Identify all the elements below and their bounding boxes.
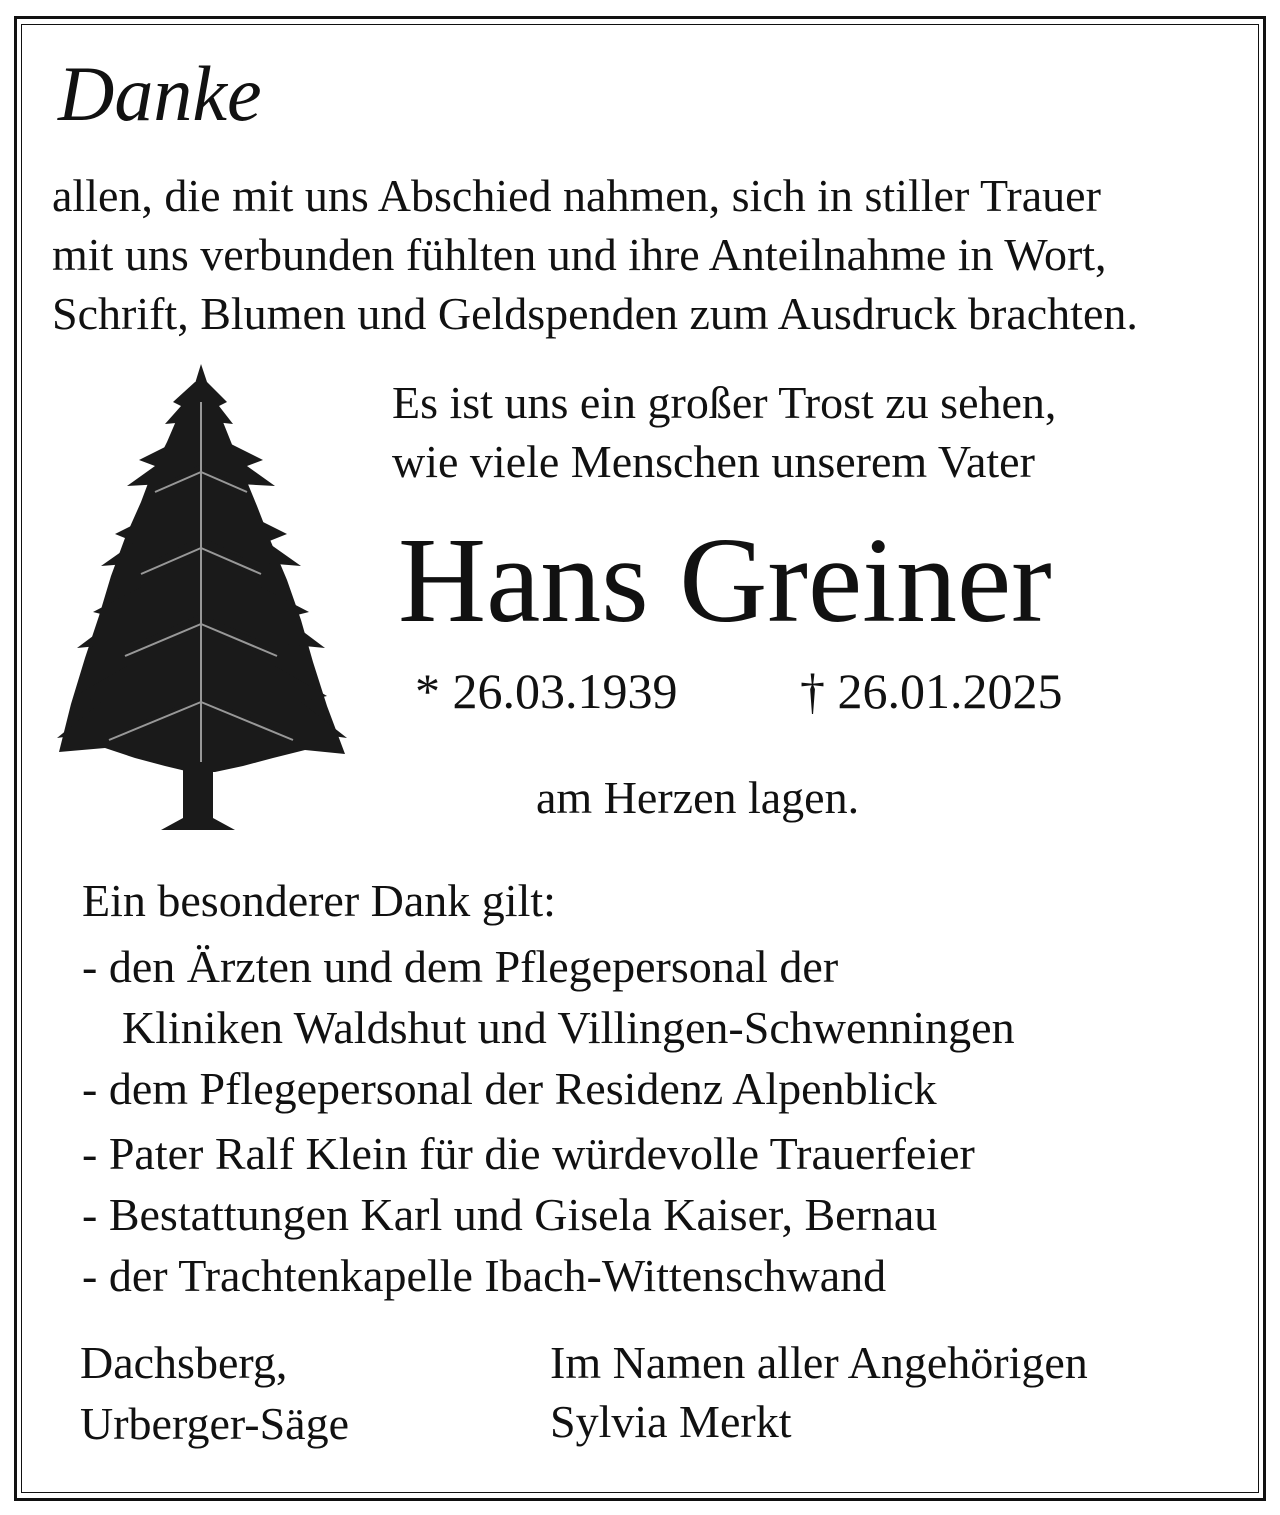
intro-line-2: mit uns verbunden fühlten und ihre Anteilnahme in Wort,: [52, 229, 1107, 280]
thanks-item: - der Trachtenkapelle Ibach-Wittenschwand: [82, 1250, 887, 1301]
place-line-2: Urberger-Säge: [80, 1398, 349, 1449]
trost-line-1: Es ist uns ein großer Trost zu sehen,: [392, 377, 1057, 428]
thanks-item: - Bestattungen Karl und Gisela Kaiser, Bernau: [82, 1189, 938, 1240]
fir-tree-icon: [55, 362, 347, 837]
thanks-item: - dem Pflegepersonal der Residenz Alpenblick: [82, 1063, 937, 1114]
closing-phrase: am Herzen lagen.: [536, 772, 860, 823]
intro-line-1: allen, die mit uns Abschied nahmen, sich in stiller Trauer: [52, 170, 1101, 221]
notice-title: Danke: [58, 50, 262, 137]
thanks-item: Kliniken Waldshut und Villingen-Schwenningen: [122, 1002, 1015, 1053]
thanks-item: - den Ärzten und dem Pflegepersonal der: [82, 941, 839, 992]
thanks-item: - Pater Ralf Klein für die würdevolle Trauerfeier: [82, 1128, 975, 1179]
place-line-1: Dachsberg,: [80, 1337, 288, 1388]
trost-line-2: wie viele Menschen unserem Vater: [392, 436, 1035, 487]
deceased-name: Hans Greiner: [398, 513, 1052, 648]
signature-name: Sylvia Merkt: [550, 1396, 792, 1447]
signature-line-1: Im Namen aller Angehörigen: [550, 1337, 1088, 1388]
intro-line-3: Schrift, Blumen und Geldspenden zum Ausdruck brachten.: [52, 288, 1138, 339]
thanks-intro: Ein besonderer Dank gilt:: [82, 875, 556, 926]
birth-date: * 26.03.1939: [415, 663, 678, 719]
death-date: † 26.01.2025: [800, 663, 1063, 719]
